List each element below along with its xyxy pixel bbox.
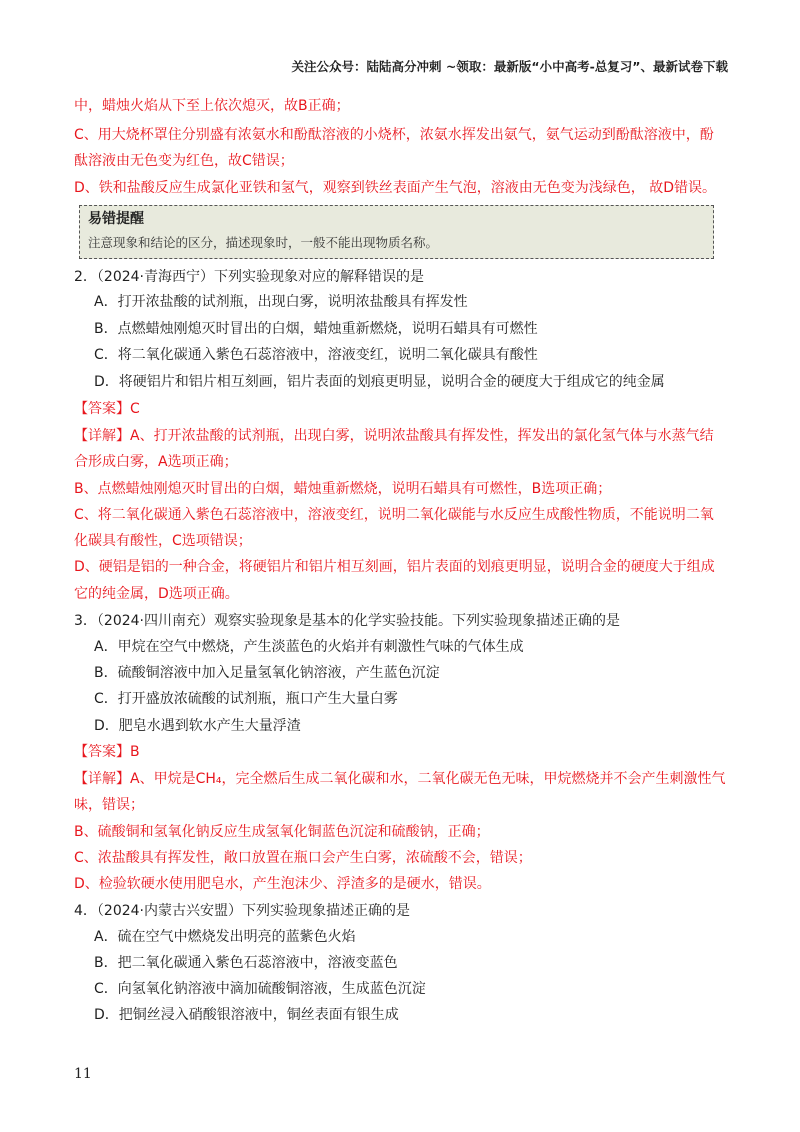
question-2-detail-line: C、将二氧化碳通入紫色石蕊溶液中，溶液变红，说明二氧化碳能与水反应生成酸性物质，不能说明二氧 — [74, 507, 714, 523]
question-3-answer — [74, 742, 140, 762]
prev-detail-line: 酞溶液由无色变为红色，故C错误； — [74, 153, 294, 169]
question-3-option-a: A．甲烷在空气中燃烧，产生淡蓝色的火焰并有刺激性气味的气体生成 — [94, 639, 524, 655]
question-4-stem: 4．（2024·内蒙古兴安盟）下列实验现象描述正确的是 — [74, 903, 410, 919]
answer-tag: 【答案】 — [74, 744, 130, 760]
page-number: 11 — [74, 1066, 92, 1082]
question-2-detail-line: 化碳具有酸性，C选项错误； — [74, 533, 252, 549]
question-2-detail-line — [74, 426, 714, 446]
question-2-detail-line: 合形成白雾，A选项正确； — [74, 454, 238, 470]
detail-text: A、打开浓盐酸的试剂瓶，出现白雾，说明浓盐酸具有挥发性，挥发出的氯化氢气体与水蒸气结 — [130, 428, 714, 444]
question-2-option-c: C．将二氧化碳通入紫色石蕊溶液中，溶液变红，说明二氧化碳具有酸性 — [94, 347, 538, 363]
question-2-option-b: B．点燃蜡烛刚熄灭时冒出的白烟，蜡烛重新燃烧，说明石蜡具有可燃性 — [94, 321, 538, 337]
question-4-option-a: A．硫在空气中燃烧发出明亮的蓝紫色火焰 — [94, 929, 356, 945]
question-4-option-b: B．把二氧化碳通入紫色石蕊溶液中，溶液变蓝色 — [94, 955, 398, 971]
question-3-detail-line: 味，错误； — [74, 797, 144, 813]
question-4-option-c: C．向氢氧化钠溶液中滴加硫酸铜溶液，生成蓝色沉淀 — [94, 981, 426, 997]
error-tip-box — [79, 205, 714, 259]
question-2-detail-line: D、硬铝是铝的一种合金，将硬铝片和铝片相互刻画，铝片表面的划痕更明显，说明合金的硬度大于组成 — [74, 559, 715, 575]
question-4-option-d: D．把铜丝浸入硝酸银溶液中，铜丝表面有银生成 — [94, 1007, 399, 1023]
answer-tag: 【答案】 — [74, 401, 130, 417]
prev-detail-line: C、用大烧杯罩住分别盛有浓氨水和酚酞溶液的小烧杯，浓氨水挥发出氨气，氨气运动到酚酞溶液中，酚 — [74, 127, 714, 143]
question-3-detail-line: B、硫酸铜和氢氧化钠反应生成氢氧化铜蓝色沉淀和硫酸钠，正确； — [74, 824, 490, 840]
prev-detail-line: 中，蜡烛火焰从下至上依次熄灭，故B正确； — [74, 98, 350, 114]
page-header: 关注公众号：陆陆高分冲刺 ~领取：最新版“小中高考-总复习”、最新试卷下载 — [291, 59, 728, 74]
answer-value: C — [130, 401, 140, 417]
question-2-detail-line: 它的纯金属，D选项正确。 — [74, 586, 239, 602]
question-3-detail-line: D、检验软硬水使用肥皂水，产生泡沫少、浮渣多的是硬水，错误。 — [74, 876, 491, 892]
detail-tag: 【详解】 — [74, 771, 130, 787]
tip-title: 易错提醒 — [88, 211, 144, 227]
question-2-detail-line: B、点燃蜡烛刚熄灭时冒出的白烟，蜡烛重新燃烧，说明石蜡具有可燃性，B选项正确； — [74, 481, 612, 497]
question-2-answer — [74, 399, 140, 419]
detail-tag: 【详解】 — [74, 428, 130, 444]
detail-text: A、甲烷是CH₄，完全燃后生成二氧化碳和水，二氧化碳无色无味，甲烷燃烧并不会产生刺激性气 — [130, 771, 726, 787]
question-3-stem: 3．（2024·四川南充）观察实验现象是基本的化学实验技能。下列实验现象描述正确的是 — [74, 613, 620, 629]
question-3-option-d: D．肥皂水遇到软水产生大量浮渣 — [94, 718, 301, 734]
tip-text: 注意现象和结论的区分，描述现象时，一般不能出现物质名称。 — [88, 235, 439, 250]
question-3-detail-line — [74, 769, 726, 789]
answer-value: B — [130, 744, 140, 760]
question-2-option-d: D．将硬铝片和铝片相互刻画，铝片表面的划痕更明显，说明合金的硬度大于组成它的纯金属 — [94, 374, 665, 390]
prev-detail-line: D、铁和盐酸反应生成氯化亚铁和氢气，观察到铁丝表面产生气泡，溶液由无色变为浅绿色， 故D错误。 — [74, 180, 717, 196]
question-3-option-c: C．打开盛放浓硫酸的试剂瓶，瓶口产生大量白雾 — [94, 691, 398, 707]
question-3-detail-line: C、浓盐酸具有挥发性，敞口放置在瓶口会产生白雾，浓硫酸不会，错误； — [74, 850, 532, 866]
question-2-stem: 2．（2024·青海西宁）下列实验现象对应的解释错误的是 — [74, 269, 424, 285]
question-2-option-a: A．打开浓盐酸的试剂瓶，出现白雾，说明浓盐酸具有挥发性 — [94, 294, 468, 310]
question-3-option-b: B．硫酸铜溶液中加入足量氢氧化钠溶液，产生蓝色沉淀 — [94, 665, 440, 681]
